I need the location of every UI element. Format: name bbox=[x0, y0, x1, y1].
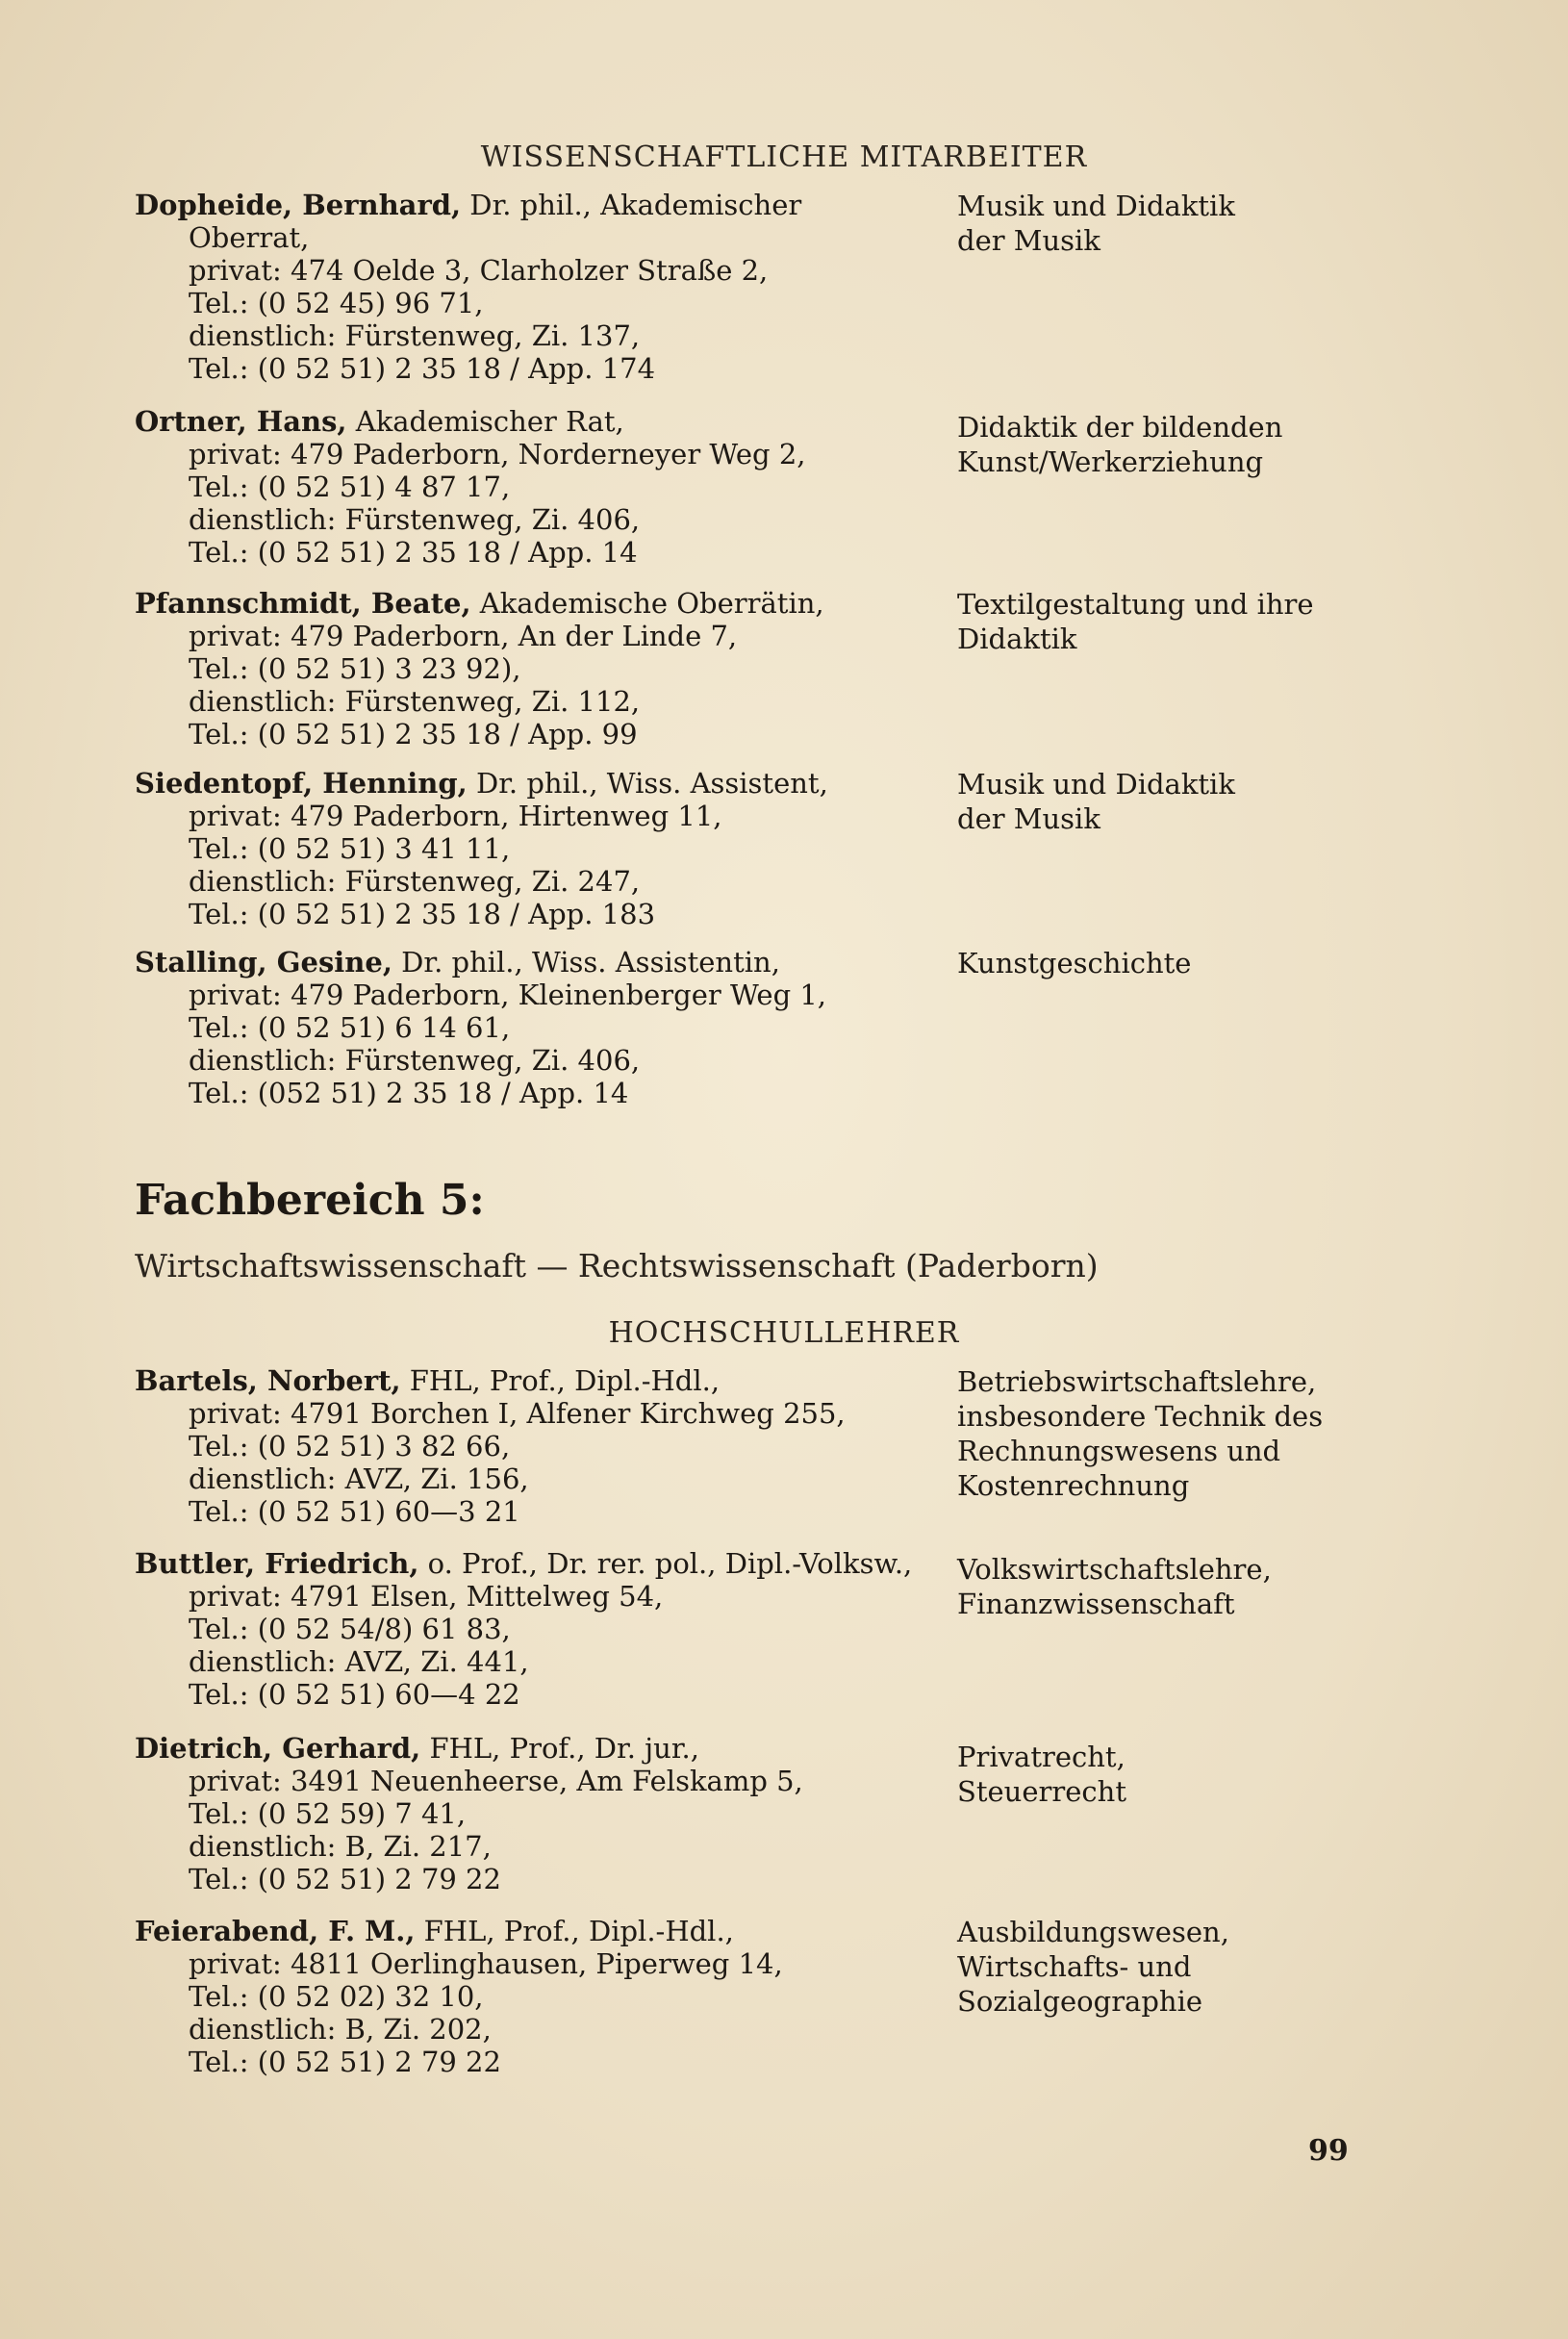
person-name: Dopheide, Bernhard, bbox=[135, 189, 462, 221]
detail-line: Tel.: (0 52 51) 2 79 22 bbox=[189, 1863, 501, 1895]
entry-subject: Ausbildungswesen, Wirtschafts- und Sozialgeographie bbox=[957, 1916, 1229, 2018]
entry-subject: Betriebswirtschaftslehre, insbesondere Technik des Rechnungswesens und Kostenrechnung bbox=[957, 1365, 1324, 1502]
detail-line: Tel.: (0 52 51) 2 35 18 / App. 174 bbox=[189, 352, 656, 385]
detail-line: dienstlich: AVZ, Zi. 156, bbox=[189, 1462, 529, 1495]
entry-details bbox=[135, 1915, 933, 2078]
entry-dietrich bbox=[135, 1732, 1501, 1924]
detail-line: privat: 479 Paderborn, Kleinenberger Weg 1, bbox=[189, 979, 827, 1011]
detail-line: dienstlich: AVZ, Zi. 441, bbox=[189, 1645, 529, 1678]
entry-details bbox=[135, 1364, 933, 1528]
person-name: Dietrich, Gerhard, bbox=[135, 1732, 421, 1765]
detail-line: dienstlich: Fürstenweg, Zi. 137, bbox=[189, 319, 641, 352]
entry-subject: Textilgestaltung und ihre Didaktik bbox=[957, 588, 1314, 655]
person-title: FHL, Prof., Dipl.-Hdl., bbox=[400, 1364, 721, 1397]
person-title: Akademischer Rat, bbox=[346, 405, 624, 438]
entry-subject: Musik und Didaktik der Musik bbox=[957, 768, 1235, 835]
entry-subject: Privatrecht, Steuerrecht bbox=[957, 1741, 1126, 1808]
person-name: Pfannschmidt, Beate, bbox=[135, 587, 471, 620]
detail-line: dienstlich: Fürstenweg, Zi. 406, bbox=[189, 503, 641, 536]
detail-line: privat: 4791 Elsen, Mittelweg 54, bbox=[189, 1580, 664, 1613]
person-title: FHL, Prof., Dipl.-Hdl., bbox=[415, 1915, 734, 1947]
detail-line: dienstlich: Fürstenweg, Zi. 247, bbox=[189, 865, 641, 898]
detail-line: Tel.: (0 52 51) 3 23 92), bbox=[189, 652, 521, 685]
entry-details bbox=[135, 189, 933, 385]
person-title: o. Prof., Dr. rer. pol., Dipl.-Volksw., bbox=[418, 1547, 913, 1580]
detail-line: Tel.: (0 52 51) 2 35 18 / App. 14 bbox=[189, 536, 638, 569]
entry-details bbox=[135, 946, 933, 1109]
person-title: Akademische Oberrätin, bbox=[470, 587, 824, 620]
entry-details bbox=[135, 1547, 933, 1711]
detail-line: privat: 3491 Neuenheerse, Am Felskamp 5, bbox=[189, 1765, 803, 1797]
detail-line: privat: 479 Paderborn, Norderneyer Weg 2, bbox=[189, 438, 806, 470]
person-title: Dr. phil., Wiss. Assistent, bbox=[467, 767, 828, 800]
detail-line: Tel.: (0 52 45) 96 71, bbox=[189, 287, 484, 319]
entry-subject: Kunstgeschichte bbox=[957, 947, 1192, 979]
entry-details bbox=[135, 1732, 933, 1895]
person-name: Siedentopf, Henning, bbox=[135, 767, 468, 800]
detail-line: Oberrat, bbox=[189, 221, 310, 254]
entry-buttler bbox=[135, 1547, 1501, 1740]
detail-line: Tel.: (0 52 51) 6 14 61, bbox=[189, 1011, 511, 1044]
person-title: Dr. phil., Wiss. Assistentin, bbox=[392, 946, 780, 979]
fachbereich-subtitle: Wirtschaftswissenschaft — Rechtswissenschaft (Paderborn) bbox=[135, 1247, 1099, 1284]
entry-feierabend bbox=[135, 1915, 1501, 2107]
detail-line: privat: 4791 Borchen I, Alfener Kirchweg 255, bbox=[189, 1397, 846, 1430]
entry-pfannschmidt bbox=[135, 587, 1501, 779]
detail-line: dienstlich: Fürstenweg, Zi. 406, bbox=[189, 1044, 641, 1077]
detail-line: privat: 4811 Oerlinghausen, Piperweg 14, bbox=[189, 1947, 783, 1980]
detail-line: Tel.: (0 52 51) 2 35 18 / App. 183 bbox=[189, 898, 656, 930]
detail-line: privat: 479 Paderborn, Hirtenweg 11, bbox=[189, 800, 722, 832]
detail-line: Tel.: (0 52 51) 60—4 22 bbox=[189, 1678, 520, 1711]
detail-line: Tel.: (0 52 59) 7 41, bbox=[189, 1797, 467, 1830]
detail-line: Tel.: (0 52 51) 2 35 18 / App. 99 bbox=[189, 718, 638, 750]
entry-details bbox=[135, 767, 933, 930]
person-name: Bartels, Norbert, bbox=[135, 1364, 401, 1397]
detail-line: Tel.: (052 51) 2 35 18 / App. 14 bbox=[189, 1077, 629, 1109]
entry-subject: Musik und Didaktik der Musik bbox=[957, 190, 1235, 257]
entry-subject: Volkswirtschaftslehre, Finanzwissenschaft bbox=[957, 1553, 1272, 1620]
person-title: FHL, Prof., Dr. jur., bbox=[420, 1732, 699, 1765]
page-number: 99 bbox=[1308, 2134, 1349, 2168]
detail-line: Tel.: (0 52 51) 3 82 66, bbox=[189, 1430, 511, 1462]
person-name: Buttler, Friedrich, bbox=[135, 1547, 419, 1580]
person-name: Stalling, Gesine, bbox=[135, 946, 392, 979]
detail-line: Tel.: (0 52 51) 4 87 17, bbox=[189, 470, 511, 503]
entry-subject: Didaktik der bildenden Kunst/Werkerziehung bbox=[957, 411, 1283, 478]
entry-bartels bbox=[135, 1364, 1501, 1557]
detail-line: privat: 474 Oelde 3, Clarholzer Straße 2, bbox=[189, 254, 769, 287]
entry-dopheide bbox=[135, 189, 1501, 385]
entry-siedentopf bbox=[135, 767, 1501, 959]
section-heading-mitarbeiter: WISSENSCHAFTLICHE MITARBEITER bbox=[480, 140, 1088, 174]
entry-details bbox=[135, 405, 933, 569]
detail-line: privat: 479 Paderborn, An der Linde 7, bbox=[189, 620, 738, 652]
detail-line: dienstlich: B, Zi. 217, bbox=[189, 1830, 492, 1863]
detail-line: dienstlich: Fürstenweg, Zi. 112, bbox=[189, 685, 641, 718]
detail-line: Tel.: (0 52 51) 60—3 21 bbox=[189, 1495, 520, 1528]
person-name: Ortner, Hans, bbox=[135, 405, 347, 438]
detail-line: dienstlich: B, Zi. 202, bbox=[189, 2013, 492, 2046]
detail-line: Tel.: (0 52 54/8) 61 83, bbox=[189, 1613, 511, 1645]
detail-line: Tel.: (0 52 02) 32 10, bbox=[189, 1980, 484, 2013]
entry-details bbox=[135, 587, 933, 750]
person-name: Feierabend, F. M., bbox=[135, 1915, 416, 1947]
detail-line: Tel.: (0 52 51) 3 41 11, bbox=[189, 832, 511, 865]
person-title: Dr. phil., Akademischer bbox=[461, 189, 802, 221]
entry-stalling bbox=[135, 946, 1501, 1138]
section-heading-hochschullehrer: HOCHSCHULLEHRER bbox=[608, 1316, 960, 1350]
fachbereich-title: Fachbereich 5: bbox=[135, 1176, 485, 1225]
entry-ortner bbox=[135, 405, 1501, 597]
detail-line: Tel.: (0 52 51) 2 79 22 bbox=[189, 2046, 501, 2078]
